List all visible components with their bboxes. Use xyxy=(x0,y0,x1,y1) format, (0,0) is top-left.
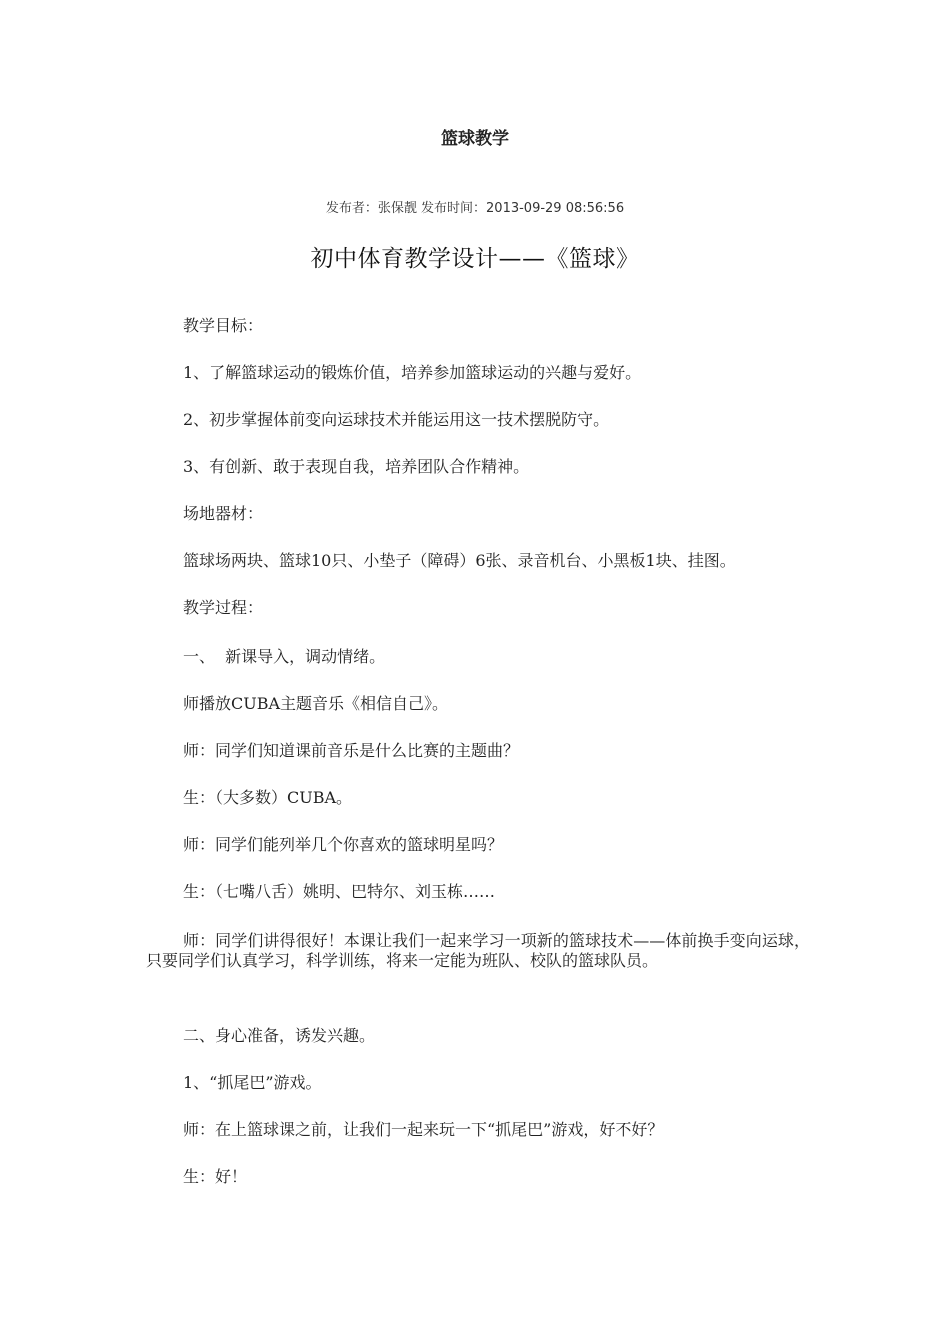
dialogue-line: 生：（七嘴八舌）姚明、巴特尔、刘玉栋…… xyxy=(183,882,496,901)
goal-item-2: 2、初步掌握体前变向运球技术并能运用这一技术摆脱防守。 xyxy=(183,410,610,429)
dialogue-line: 师播放CUBA主题音乐《相信自己》。 xyxy=(183,694,449,713)
article-heading: 初中体育教学设计——《篮球》 xyxy=(310,246,640,272)
dialogue-line: 师：在上篮球课之前，让我们一起来玩一下“抓尾巴”游戏，好不好？ xyxy=(183,1120,664,1139)
intro-paragraph: 师：同学们讲得很好！本课让我们一起来学习一项新的篮球技术——体前换手变向运球，只要同学们认真学习，科学训练，将来一定能为班队、校队的篮球队员。 xyxy=(146,931,810,970)
step-heading-2: 二、身心准备，诱发兴趣。 xyxy=(183,1026,376,1045)
goals-label: 教学目标： xyxy=(183,316,264,335)
document-title: 篮球教学 xyxy=(441,129,509,149)
equipment-list: 篮球场两块、篮球10只、小垫子（障碍）6张、录音机台、小黑板1块、挂图。 xyxy=(183,551,736,570)
game-item-1: 1、“抓尾巴”游戏。 xyxy=(183,1073,322,1092)
goal-item-1: 1、了解篮球运动的锻炼价值，培养参加篮球运动的兴趣与爱好。 xyxy=(183,363,642,382)
publish-info: 发布者：张保靓 发布时间：2013-09-29 08:56:56 xyxy=(325,201,625,216)
process-label: 教学过程： xyxy=(183,598,264,617)
equipment-label: 场地器材： xyxy=(183,504,264,523)
dialogue-line: 生：（大多数）CUBA。 xyxy=(183,788,353,807)
dialogue-line: 生：好！ xyxy=(183,1167,248,1186)
goal-item-3: 3、有创新、敢于表现自我，培养团队合作精神。 xyxy=(183,457,530,476)
dialogue-line: 师：同学们知道课前音乐是什么比赛的主题曲？ xyxy=(183,741,520,760)
step-heading-1: 一、 新课导入，调动情绪。 xyxy=(183,647,386,666)
dialogue-line: 师：同学们能列举几个你喜欢的篮球明星吗？ xyxy=(183,835,504,854)
